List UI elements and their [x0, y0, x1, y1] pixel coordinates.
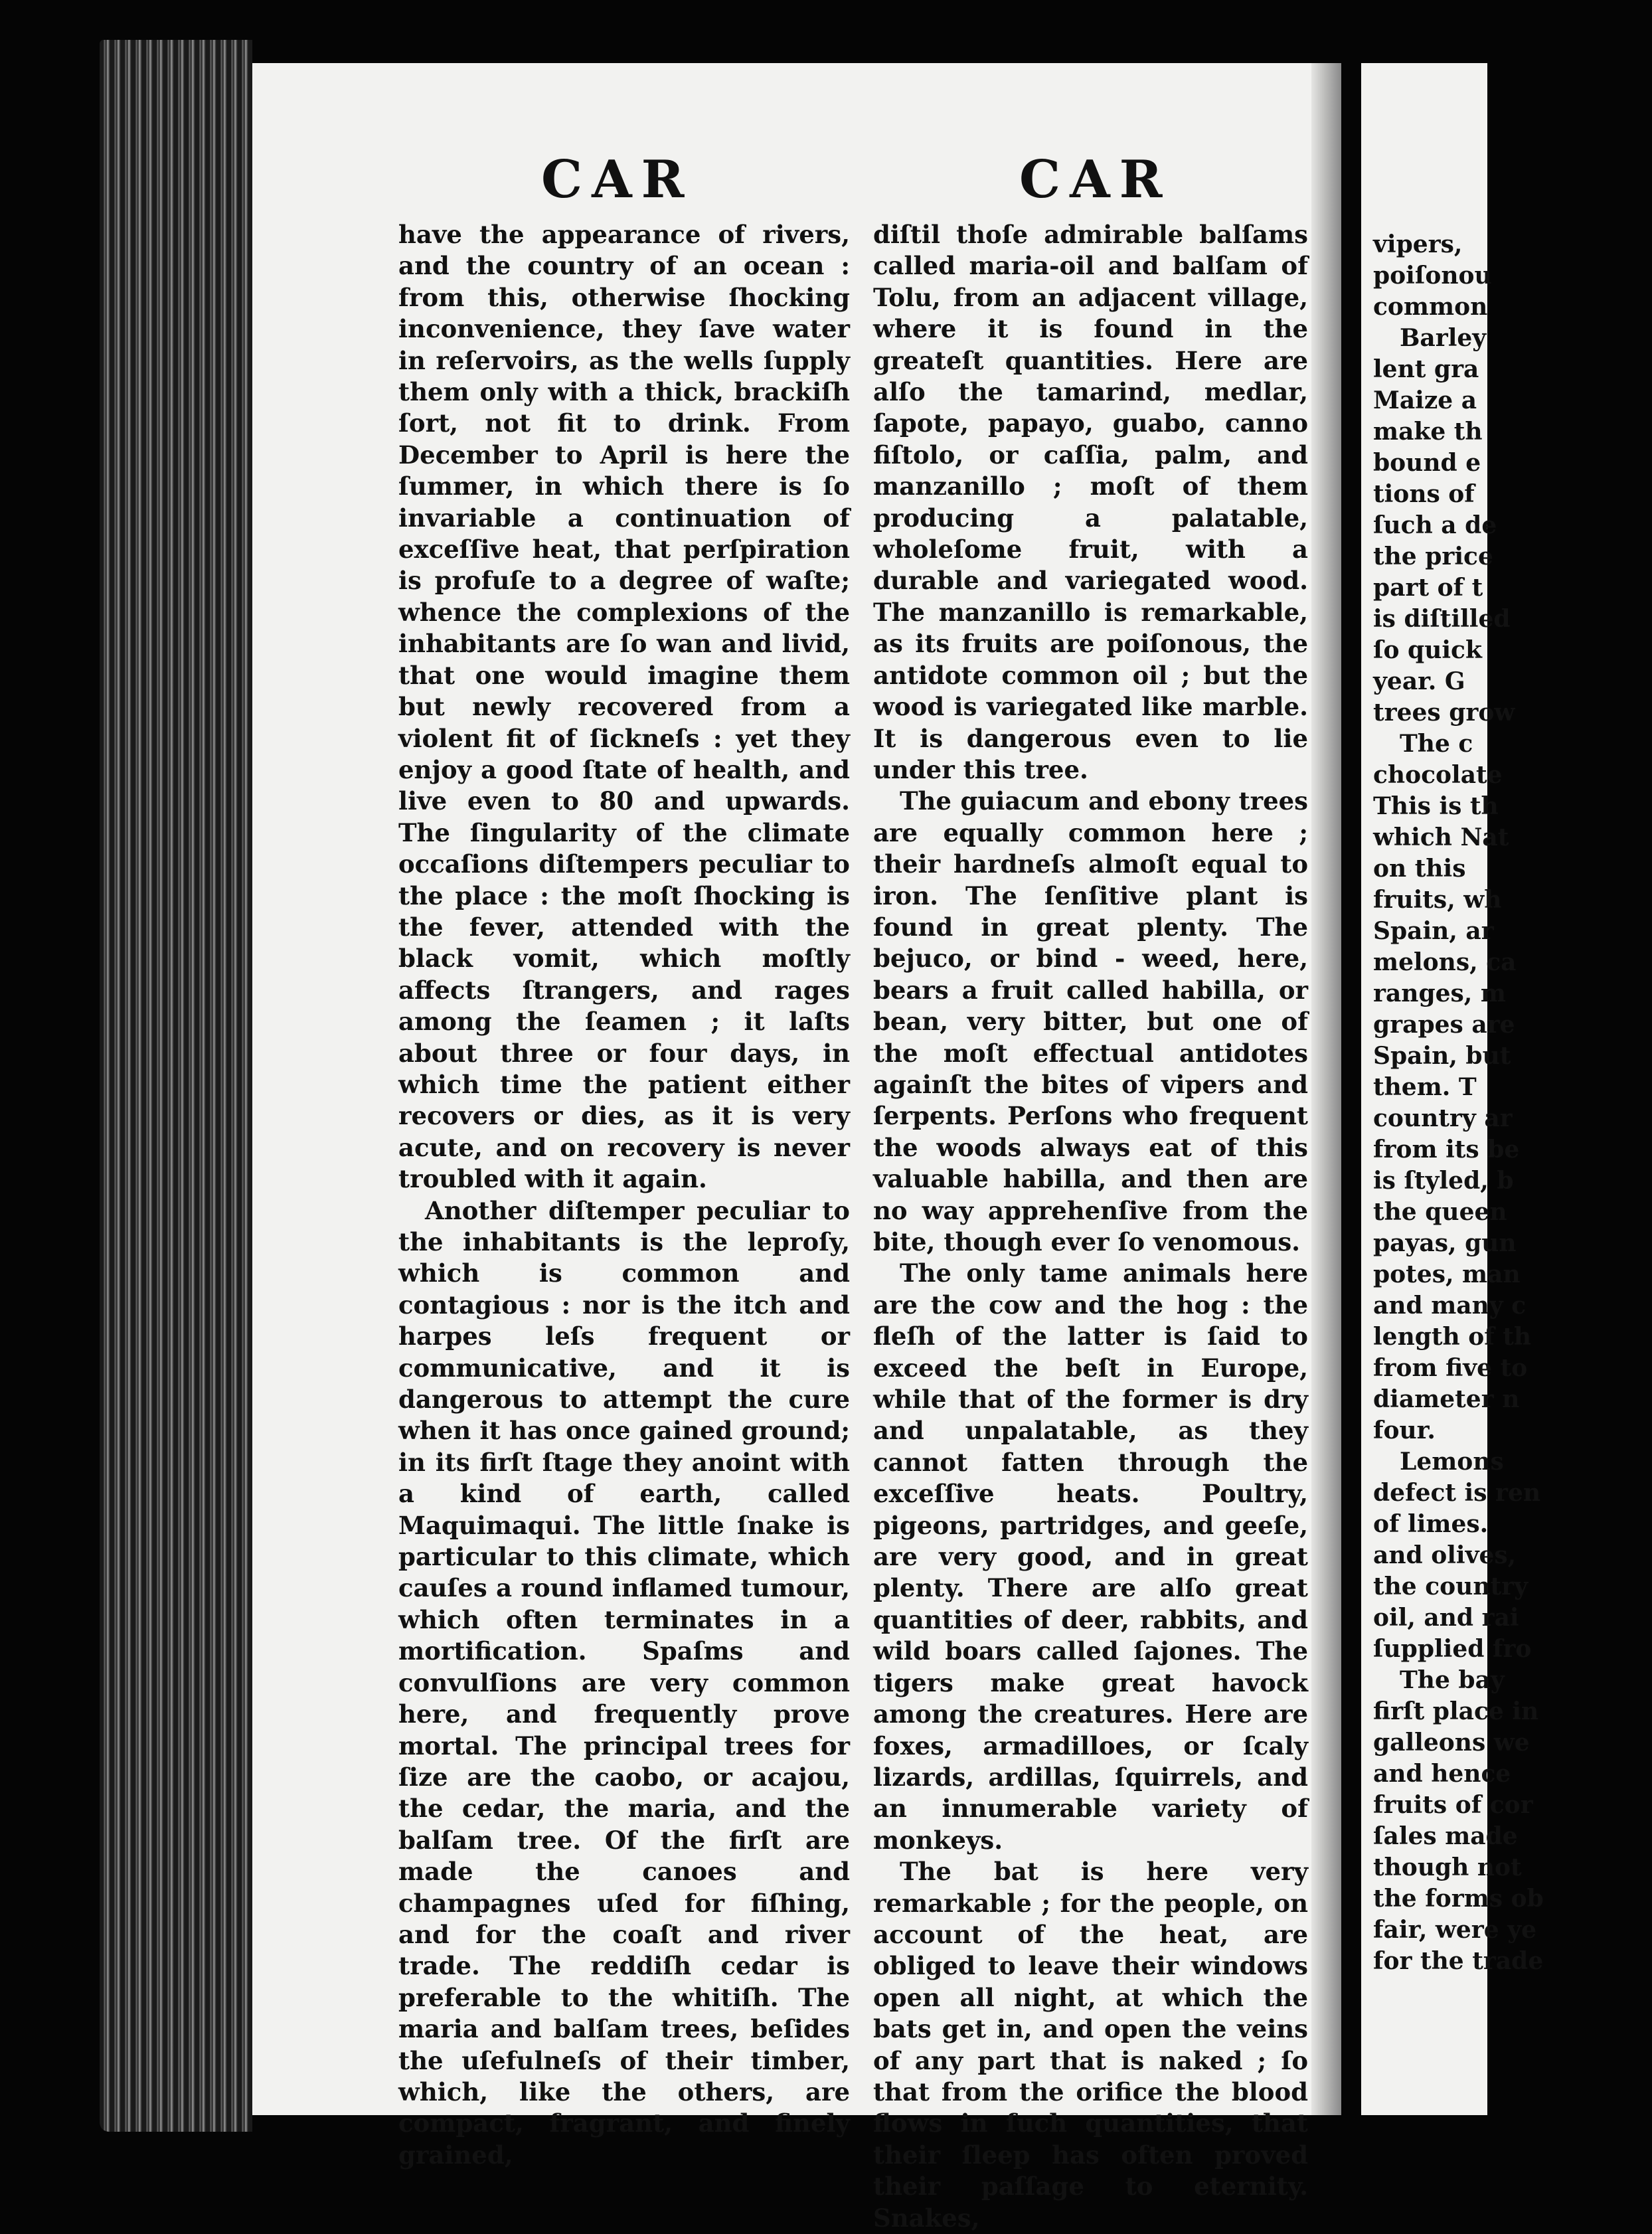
text-line: This is th — [1373, 792, 1499, 820]
text-line: ranges, m — [1373, 980, 1506, 1007]
book-page-edges — [100, 40, 252, 2132]
text-line: grapes are — [1373, 1011, 1515, 1039]
text-column-3-cropped — [1373, 229, 1652, 1977]
text-line: country ar — [1373, 1104, 1513, 1132]
text-line: for the trade — [1373, 1947, 1544, 1975]
text-column-1 — [398, 219, 850, 2171]
text-line: which Nat — [1373, 823, 1509, 851]
running-header-left: CAR — [541, 149, 694, 210]
text-line: Lemons — [1400, 1448, 1504, 1476]
text-line: lent gra — [1373, 355, 1479, 383]
paragraph: Another diſtemper peculiar to the inhabitants is the leproſy, which is common and contagious : nor is the itch and harpes leſs frequent or communicative, and it is dangerous to attempt the cure when it has once gained ground; in its firſt ſtage they anoint with a kind of earth, called Maquimaqui. The little ſnake is particular to this climate, which cauſes a round inflamed tumour, which often terminates in a mortification. Spaſms and convulſions are very common here, and frequently prove mortal. The principal trees for ſize are the caobo, or acajou, the cedar, the maria, and the balſam tree. Of the firſt are made the canoes and champagnes uſed for fiſhing, and for the coaſt and river trade. The reddiſh cedar is preferable to the whitiſh. The maria and balſam trees, beſides the uſefulneſs of their timber, which, like the others, are compact, fragrant, and finely grained, — [398, 1195, 850, 2170]
text-line: trees grow — [1373, 699, 1515, 727]
text-line: the price — [1373, 543, 1493, 570]
text-line: is ſtyled, b — [1373, 1167, 1514, 1195]
text-line: from five to — [1373, 1354, 1528, 1382]
text-line: tions of — [1373, 480, 1475, 508]
text-line: fruits of cor — [1373, 1791, 1533, 1819]
text-line: vipers, — [1373, 230, 1463, 258]
text-line: though not — [1373, 1853, 1522, 1881]
text-line: and many c — [1373, 1292, 1527, 1320]
text-line: ſo quick — [1373, 636, 1482, 664]
text-line: poiſonou — [1373, 262, 1492, 290]
text-line: make th — [1373, 418, 1483, 446]
text-line: is diſtilled — [1373, 605, 1511, 633]
text-line: ſales made — [1373, 1822, 1518, 1850]
text-column-2 — [873, 219, 1308, 2234]
text-line: fair, were ye — [1373, 1916, 1537, 1944]
paragraph: The only tame animals here are the cow and the hog : the fleſh of the latter is ſaid to exceed the beſt in Europe, while that of the former is dry and unpalatable, as they cannot fatten through the exceſſive heats. Poultry, pigeons, partridges, and geeſe, are very good, and in great plenty. There are alſo great quantities of deer, rabbits, and wild boars called ſajones. The tigers make great havock among the creatures. Here are foxes, armadilloes, or ſcaly lizards, ardillas, ſquirrels, and an innumerable variety of monkeys. — [873, 1258, 1308, 1855]
text-line: length of th — [1373, 1323, 1532, 1351]
running-header-right: CAR — [1019, 149, 1172, 210]
text-line: common — [1373, 293, 1488, 321]
text-line: defect is ren — [1373, 1479, 1541, 1507]
text-line: on this — [1373, 855, 1466, 883]
text-line: Spain, ar — [1373, 917, 1494, 945]
text-line: oil, and rai — [1373, 1604, 1519, 1632]
text-line: The c — [1400, 730, 1473, 758]
text-line: fruits, wh — [1373, 886, 1502, 914]
text-line: Spain, but — [1373, 1042, 1511, 1070]
gutter-shadow — [1311, 63, 1341, 2115]
text-line: Maize a — [1373, 387, 1477, 414]
text-line: The bay — [1400, 1666, 1505, 1694]
text-line: melons, ca — [1373, 948, 1517, 976]
text-line: firſt place in — [1373, 1697, 1539, 1725]
text-line: the country — [1373, 1573, 1528, 1600]
text-line: of limes. — [1373, 1510, 1489, 1538]
text-line: the forms ob — [1373, 1885, 1544, 1913]
text-line: year. G — [1373, 667, 1465, 695]
text-line: bound e — [1373, 449, 1481, 477]
text-line: the queen — [1373, 1198, 1507, 1226]
paragraph: have the appearance of rivers, and the country of an ocean : from this, otherwise ſhocking inconvenience, they ſave water in reſervoirs, as the wells ſupply them only with a thick, brackiſh ſort, not fit to drink. From December to April is here the ſummer, in which there is ſo invariable a continuation of exceſſive heat, that perſpiration is profuſe to a degree of waſte; whence the complexions of the inhabitants are ſo wan and livid, that one would imagine them but newly recovered from a violent fit of ſickneſs : yet they enjoy a good ſtate of health, and live even to 80 and upwards. The ſingularity of the climate occaſions diſtempers peculiar to the place : the moſt ſhocking is the fever, attended with the black vomit, which moſtly affects ſtrangers, and rages among the ſeamen ; it laſts about three or four days, in which time the patient either recovers or dies, as it is very acute, and on recovery is never troubled with it again. — [398, 220, 850, 1194]
text-line: potes, man — [1373, 1260, 1521, 1288]
text-line: from its be — [1373, 1136, 1520, 1163]
text-line: and hence — [1373, 1760, 1511, 1788]
text-line: and olives, — [1373, 1541, 1517, 1569]
book-gutter — [1341, 46, 1361, 2125]
text-line: diameter n — [1373, 1385, 1520, 1413]
text-line: chocolate — [1373, 761, 1503, 789]
text-line: ſupplied fro — [1373, 1635, 1532, 1663]
paragraph: The bat is here very remarkable ; for the people, on account of the heat, are obliged to leave their windows open all night, at which the bats get in, and open the veins of any part that is naked ; ſo that from the orifice the blood flows in ſuch quantities, that their ſleep has often proved their paſſage to eternity. Snakes, — [873, 1857, 1308, 2233]
paragraph: The guiacum and ebony trees are equally common here ; their hardneſs almoſt equal to iron. The ſenſitive plant is found in great plenty. The bejuco, or bind - weed, here, bears a fruit called habilla, or bean, very bitter, but one of the moſt effectual antidotes againſt the bites of vipers and ſerpents. Perſons who frequent the woods always eat of this valuable habilla, and then are no way apprehenſive from the bite, though ever ſo venomous. — [873, 786, 1308, 1256]
text-line: payas, gun — [1373, 1229, 1517, 1257]
text-line: galleons we — [1373, 1729, 1530, 1757]
text-line: Barley — [1400, 324, 1487, 352]
paragraph: diſtil thoſe admirable balſams called maria-oil and balſam of Tolu, from an adjacent village, where it is found in the greateſt quantities. Here are alſo the tamarind, medlar, ſapote, papayo, guabo, canno fiſtolo, or caſſia, palm, and manzanillo ; moſt of them producing a palatable, wholeſome fruit, with a durable and variegated wood. The manzanillo is remarkable, as its fruits are poiſonous, the antidote common oil ; but the wood is variegated like marble. It is dangerous even to lie under this tree. — [873, 220, 1308, 784]
text-line: them. T — [1373, 1073, 1477, 1101]
text-line: four. — [1373, 1417, 1436, 1444]
text-line: part of t — [1373, 574, 1483, 602]
text-line: ſuch a de — [1373, 511, 1497, 539]
